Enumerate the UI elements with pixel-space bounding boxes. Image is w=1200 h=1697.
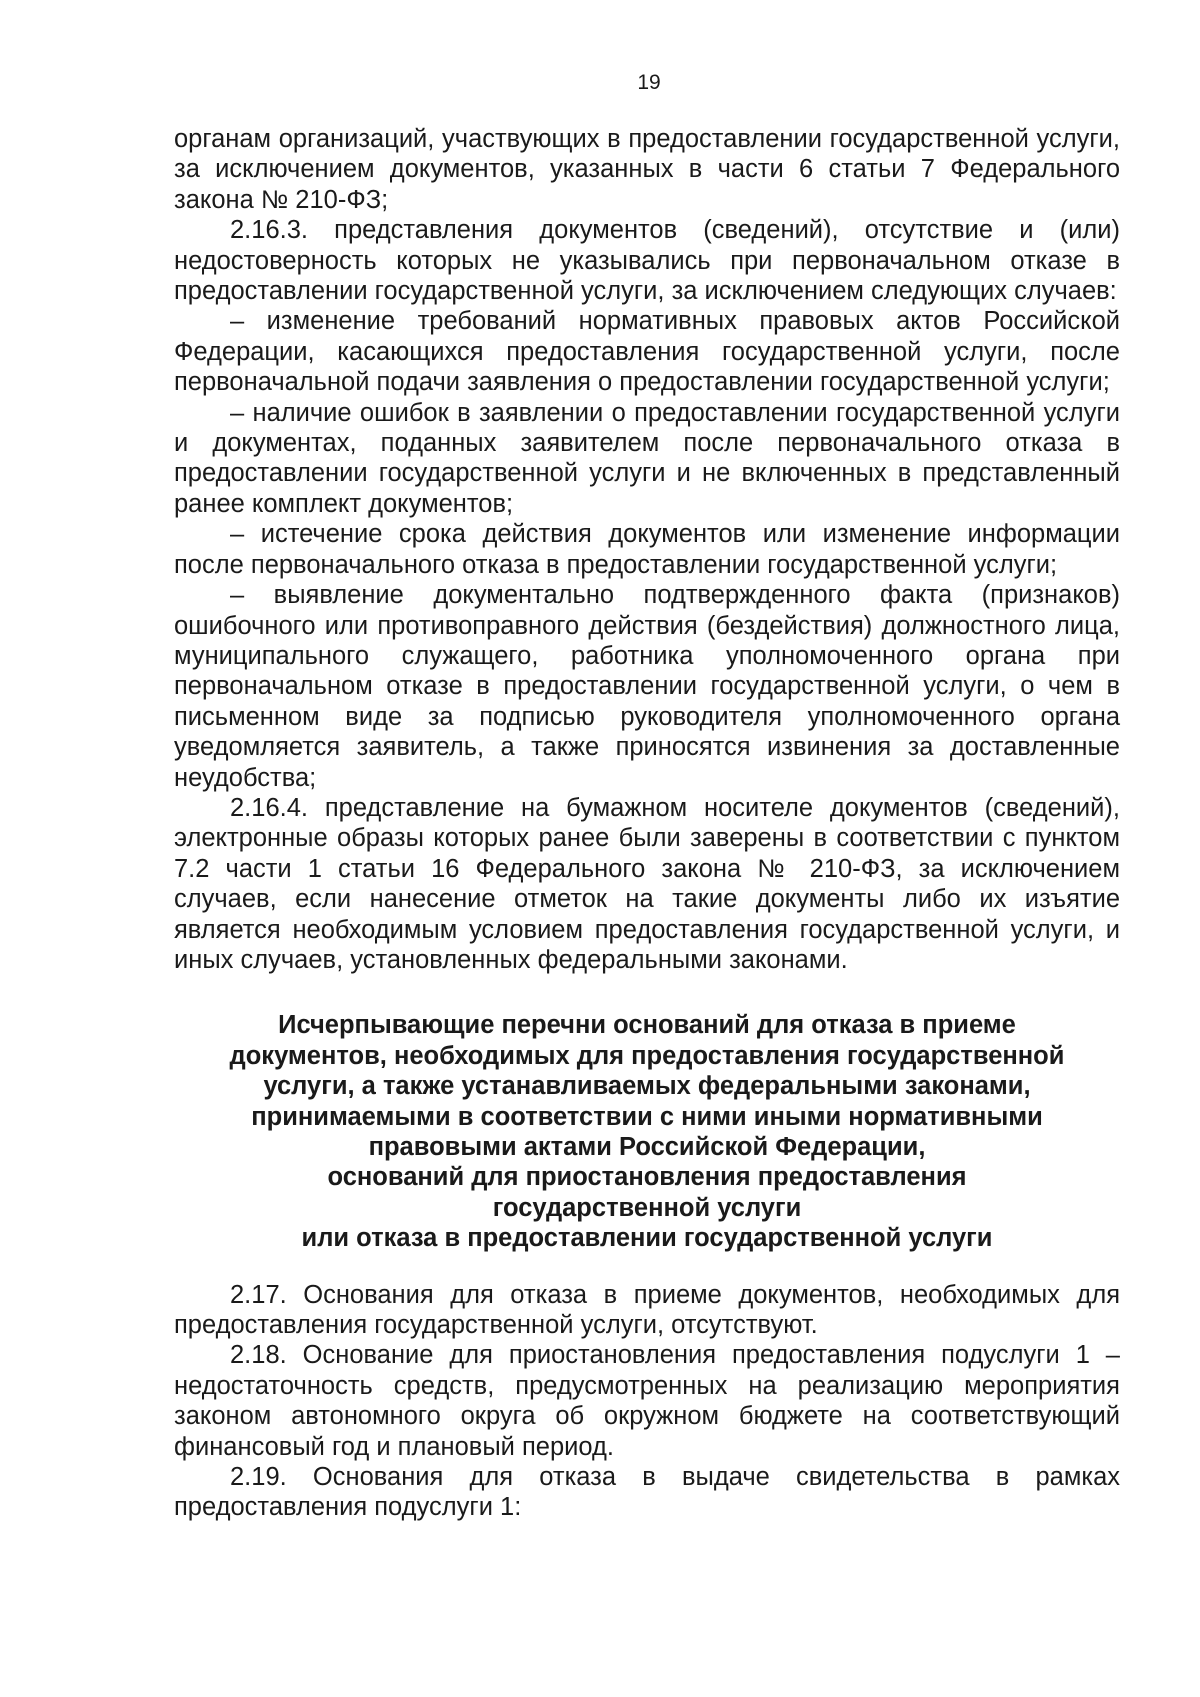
heading-line: Исчерпывающие перечни оснований для отказа в приеме (278, 1011, 1016, 1040)
paragraph: органам организаций, участвующих в предоставлении государственной услуги, за исключением документов, указанных в части 6 статьи 7 Федерального закона № 210-ФЗ; (174, 125, 1120, 214)
heading-line: оснований для приостановления предоставления (327, 1163, 967, 1192)
paragraph-2-17: 2.17. Основания для отказа в приеме документов, необходимых для предоставления государственной услуги, отсутствуют. (174, 1280, 1120, 1340)
paragraph-2-16-4: 2.16.4. представление на бумажном носителе документов (сведений), электронные образы которых ранее были заверены в соответствии с пунктом 7.2 части 1 статьи 16 Федерального закона № 210-ФЗ, за исключением случаев, если нанесение отметок на такие документы либо их изъятие является необходимым условием предоставления государственной услуги, и иных случаев, установленных федеральными законами. (174, 793, 1120, 974)
heading-line: принимаемыми в соответствии с ними иными нормативными (251, 1102, 1043, 1131)
heading-line: документов, необходимых для предоставления государственной (229, 1041, 1065, 1070)
list-item: – выявление документально подтвержденного факта (признаков) ошибочного или противоправного действия (бездействия) должностного лица, муниципального служащего, работника уполномоченного органа при первоначальном отказе в предоставлении государственной услуги, о чем в письменном виде за подписью руководителя уполномоченного органа уведомляется заявитель, а также приносятся извинения за доставленные неудобства; (174, 581, 1120, 792)
list-item: – истечение срока действия документов или изменение информации после первоначального отказа в предоставлении государственной услуги; (174, 520, 1120, 579)
document-body (174, 124, 1120, 1523)
paragraph-2-19: 2.19. Основания для отказа в выдаче свидетельства в рамках предоставления подуслуги 1: (174, 1463, 1120, 1522)
section-heading (174, 1010, 1120, 1253)
page-number: 19 (637, 71, 661, 94)
heading-line: правовыми актами Российской Федерации, (368, 1133, 926, 1161)
list-item: – изменение требований нормативных правовых актов Российской Федерации, касающихся предоставления государственной услуги, после первоначальной подачи заявления о предоставлении государственной услуги; (174, 307, 1120, 397)
heading-line: государственной услуги (492, 1193, 802, 1222)
heading-line: или отказа в предоставлении государственной услуги (301, 1224, 993, 1253)
heading-line: услуги, а также устанавливаемых федеральными законами, (263, 1072, 1031, 1101)
paragraph-2-16-3: 2.16.3. представления документов (сведений), отсутствие и (или) недостоверность которых не указывались при первоначальном отказе в предоставлении государственной услуги, за исключением следующих случаев: (174, 216, 1120, 306)
paragraph-2-18: 2.18. Основание для приостановления предоставления подуслуги 1 – недостаточность средств, предусмотренных на реализацию мероприятия законом автономного округа об окружном бюджете на соответствующий финансовый год и плановый период. (174, 1341, 1120, 1461)
list-item: – наличие ошибок в заявлении о предоставлении государственной услуги и документах, поданных заявителем после первоначального отказа в предоставлении государственной услуги и не включенных в представленный ранее комплект документов; (174, 398, 1120, 518)
